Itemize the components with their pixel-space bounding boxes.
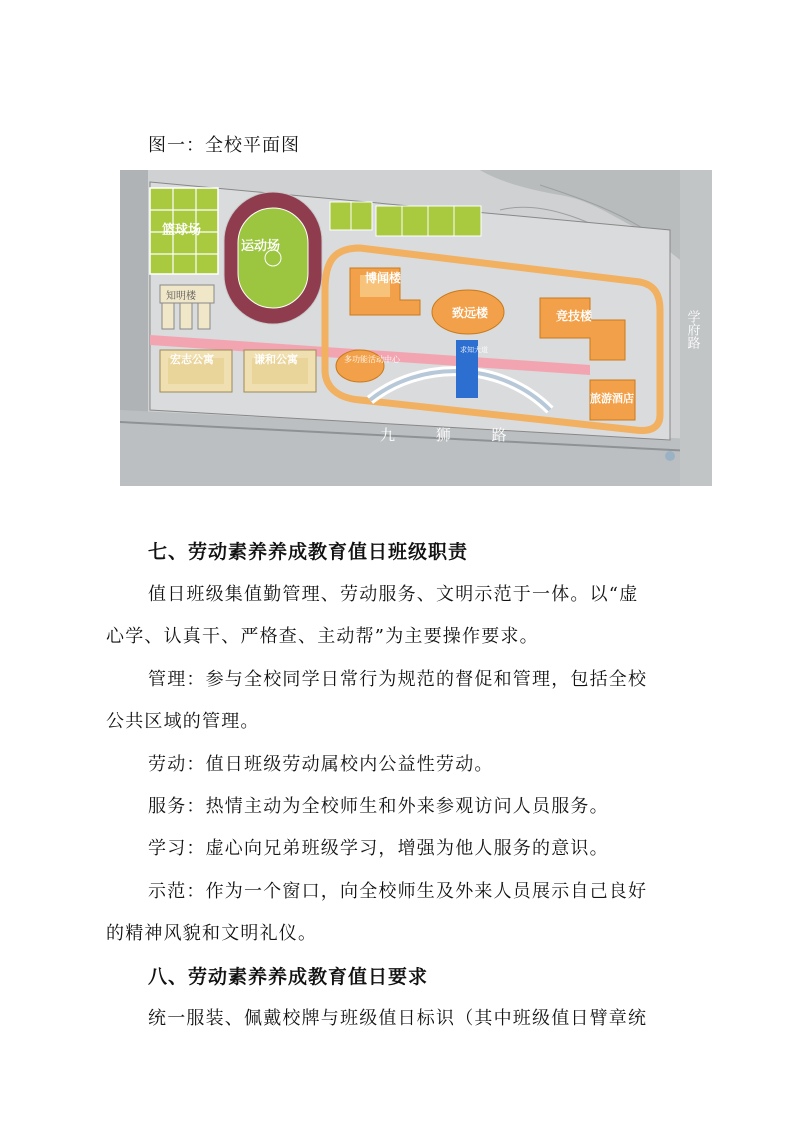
section-heading-8: 八、劳动素养养成教育值日要求: [148, 966, 429, 988]
figure-caption: 图一：全校平面图: [148, 135, 300, 156]
apt2-label: 谦和公寓: [254, 353, 298, 366]
paragraph-line: 值日班级集值勤管理、劳动服务、文明示范于一体。以“虚: [148, 584, 639, 605]
road-right-label: 学府路: [684, 310, 700, 349]
road-bottom-label: 九 狮 路: [380, 426, 525, 444]
jingji-label: 竞技楼: [556, 309, 593, 323]
paragraph-line: 的精神风貌和文明礼仪。: [106, 923, 318, 944]
paragraph-line: 公共区域的管理。: [106, 711, 260, 732]
zhishe-label: 知明楼: [166, 291, 196, 302]
paragraph-line: 管理：参与全校同学日常行为规范的督促和管理，包括全校: [148, 669, 648, 690]
hotel-label: 旅游酒店: [590, 392, 634, 405]
boyuan-label: 博闻楼: [365, 271, 402, 285]
zhiyuan-label: 致远楼: [452, 306, 489, 320]
paragraph-line: 服务：热情主动为全校师生和外来参观访问人员服务。: [148, 796, 609, 817]
apt1-label: 宏志公寓: [170, 353, 214, 366]
paragraph-line: 心学、认真干、严格查、主动帮”为主要操作要求。: [106, 626, 539, 647]
sports-field-label: 运动场: [241, 239, 281, 254]
paragraph-line: 统一服装、佩戴校牌与班级值日标识（其中班级值日臂章统: [148, 1008, 648, 1029]
paragraph-line: 劳动：值日班级劳动属校内公益性劳动。: [148, 754, 494, 775]
paragraph-line: 学习：虚心向兄弟班级学习，增强为他人服务的意识。: [148, 838, 609, 859]
campus-map: [120, 170, 712, 486]
basketball-label: 篮球场: [162, 223, 202, 238]
multi-label: 多功能活动中心: [344, 355, 400, 364]
paragraph-line: 示范：作为一个窗口，向全校师生及外来人员展示自己良好: [148, 881, 648, 902]
section-heading-7: 七、劳动素养养成教育值日班级职责: [148, 541, 469, 563]
avenue-label: 求知大道: [460, 346, 488, 354]
